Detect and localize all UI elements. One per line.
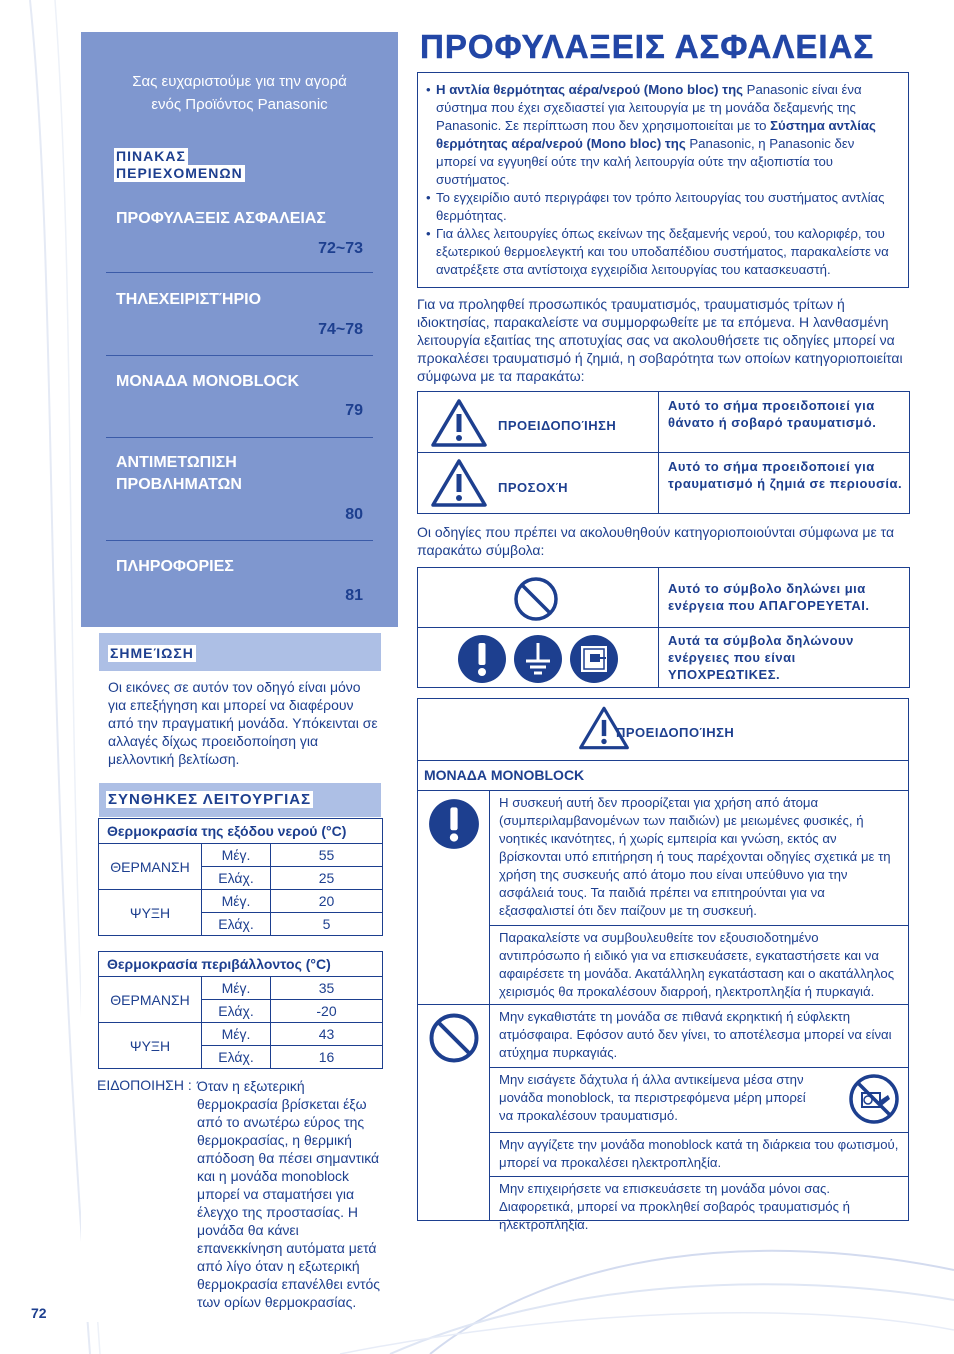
warning-item-text: Η συσκευή αυτή δεν προορίζεται για χρήση από άτομα (συμπεριλαμβανομένων των παιδιών) με μειωμένες φυσικές, ή νοητικές ικανότητες, ή χωρίς εμπειρία και γνώση, εκτός αν βρίσκονται υπό επιτήρηση ή τους παρέχονται οδηγίες σχετικά με τη χρήση της συσκευής από άτομο που είναι υπεύθυνο για την ασφάλειά τους. Τα παιδιά πρέπει να επιτηρούνται για να εξασφαλιστεί ότι δεν παίζουν με τη συσκευή.	[499, 795, 891, 918]
caution-triangle-icon	[430, 458, 488, 508]
table-limit-label: Μέγ.	[202, 844, 271, 867]
sidebar-header-panel	[81, 32, 398, 627]
table-value: 55	[271, 844, 383, 867]
earth-ground-icon	[512, 633, 564, 685]
toc-item-pages: 72~73	[318, 240, 363, 257]
toc-item-pages: 80	[345, 506, 363, 523]
table-value: 16	[271, 1046, 383, 1069]
divider	[489, 925, 909, 926]
table-limit-label: Ελάχ.	[202, 913, 271, 936]
warning-item-text: Μην αγγίζετε την μονάδα monoblock κατά τη διάρκεια του φωτισμού, μπορεί να προκαλέσει ηλεκτροπληξία.	[499, 1137, 899, 1170]
toc-item-title: ΜΟΝΑΔΑ MONOBLOCK	[116, 373, 300, 390]
toc-item-troubleshooting[interactable]	[106, 438, 373, 541]
toc-item-information[interactable]	[106, 541, 373, 627]
intro-bold: Η αντλία θερμότητας αέρα/νερού (Mono bloc) της	[436, 82, 743, 97]
table-limit-label: Ελάχ.	[202, 1000, 271, 1023]
symbol-row-mandatory	[418, 628, 909, 688]
signal-desc: Αυτό το σήμα προειδοποιεί για θάνατο ή σοβαρό τραυματισμό.	[668, 398, 877, 430]
divider	[489, 1067, 909, 1068]
water-table-header: Θερμοκρασία της εξόδου νερού (°C)	[99, 819, 383, 844]
table-value: 5	[271, 913, 383, 936]
table-limit-label: Μέγ.	[202, 890, 271, 913]
ambient-table-header: Θερμοκρασία περιβάλλοντος (°C)	[99, 952, 383, 977]
toc-item-remote[interactable]	[106, 273, 373, 356]
thanks-line-1: Σας ευχαριστούμε για την αγορά	[132, 73, 347, 90]
monoblock-warning-label: ΠΡΟΕΙΔΟΠΟΊΗΣΗ	[616, 725, 735, 740]
toc-item-pages: 81	[345, 587, 363, 604]
toc-item-pages: 74~78	[318, 321, 363, 338]
prohibited-icon	[427, 1011, 481, 1065]
table-mode: ΨΥΞΗ	[99, 890, 202, 936]
divider	[418, 790, 908, 791]
table-value: 20	[271, 890, 383, 913]
table-value: -20	[271, 1000, 383, 1023]
unplug-icon	[568, 633, 620, 685]
note-title: ΣΗΜΕΊΩΣΗ	[110, 645, 194, 661]
table-limit-label: Μέγ.	[202, 977, 271, 1000]
prohibited-icon	[512, 575, 560, 623]
page-number: 72	[31, 1305, 47, 1321]
toc-title-line-2: ΠΕΡΙΕΧΟΜΕΝΩΝ	[116, 165, 243, 181]
table-mode: ΘΕΡΜΑΝΣΗ	[99, 844, 202, 890]
toc-item-pages: 79	[345, 402, 363, 419]
conditions-title: ΣΥΝΘΗΚΕΣ ΛΕΙΤΟΥΡΓΙΑΣ	[108, 791, 312, 808]
table-value: 35	[271, 977, 383, 1000]
monoblock-section-title: ΜΟΝΑΔΑ MONOBLOCK	[424, 767, 585, 783]
symbol-row-prohibited	[418, 568, 909, 628]
symbol-desc: Αυτά τα σύμβολα δηλώνουν ενέργειες που είναι ΥΠΟΧΡΕΩΤΙΚΕΣ.	[668, 633, 854, 682]
warning-item-text: Μην επιχειρήσετε να επισκευάσετε τη μονάδα μόνοι σας. Διαφορετικά, μπορεί να προκληθεί σοβαρός τραυματισμός ή ηλεκτροπληξία.	[499, 1181, 850, 1232]
symbol-desc: Αυτό το σύμβολο δηλώνει μια ενέργεια που ΑΠΑΓΟΡΕΥΕΤΑΙ.	[668, 581, 870, 613]
table-mode: ΘΕΡΜΑΝΣΗ	[99, 977, 202, 1023]
table-limit-label: Ελάχ.	[202, 1046, 271, 1069]
warning-item-text: Μην εισάγετε δάχτυλα ή άλλα αντικείμενα μέσα στην μονάδα monoblock, τα περιστρεφόμενα μέρη μπορεί να προκαλέσουν τραυματισμό.	[499, 1072, 806, 1123]
divider	[418, 760, 908, 761]
notice-label: ΕΙΔΟΠΟΙΗΣΗ :	[97, 1077, 192, 1093]
intro-text: Panasonic, η Panasonic δεν μπορεί να εγγυηθεί ούτε την καλή λειτουργία ούτε την αξιοπιστία του συστήματος.	[436, 136, 855, 187]
table-limit-label: Μέγ.	[202, 1023, 271, 1046]
signal-desc: Αυτό το σήμα προειδοποιεί για τραυματισμό ή ζημιά σε περιουσία.	[668, 459, 903, 491]
toc-item-title: ΑΝΤΙΜΕΤΩΠΙΣΗ ΠΡΟΒΛΗΜΑΤΩΝ	[116, 454, 242, 493]
ambient-temp-table	[98, 951, 383, 1069]
water-temp-table	[98, 818, 383, 936]
divider	[489, 1132, 909, 1133]
table-mode: ΨΥΞΗ	[99, 1023, 202, 1069]
signal-label: ΠΡΟΣΟΧΉ	[498, 480, 569, 495]
page-title: ΠΡΟΦΥΛΑΞΕΙΣ ΑΣΦΑΛΕΙΑΣ	[420, 28, 875, 65]
signal-row-warning	[418, 392, 909, 453]
intro-bullet-2: • Το εγχειρίδιο αυτό περιγράφει τον τρόπο λειτουργίας του συστήματος αντλίας θερμότητας.	[426, 189, 898, 225]
divider	[489, 1176, 909, 1177]
signal-row-caution	[418, 453, 909, 514]
symbols-paragraph: Οι οδηγίες που πρέπει να ακολουθηθούν κατηγοριοποιούνται σύμφωνα με τα παρακάτω σύμβολα:	[417, 524, 895, 558]
toc-title	[114, 148, 294, 182]
warning-item-text: Παρακαλείστε να συμβουλευθείτε τον εξουσιοδοτημένο αντιπρόσωπο ή ειδικό για να επισκευάσετε, εγκαταστήσετε και να αφαιρέσετε τη μονάδα. Ακατάλληλη εγκατάσταση και ο ακατάλληλος χειρισμός θα προκαλέσουν διαρροή, ηλεκτροπληξία ή πυρκαγιά.	[499, 930, 895, 999]
warning-triangle-icon	[430, 398, 488, 448]
divider	[489, 790, 490, 1220]
intro-paragraph: Για να προληφθεί προσωπικός τραυματισμός, τραυματισμός τρίτων ή ιδιοκτησίας, παρακαλείστε να συμμορφωθείτε με τα επόμενα. Η λανθασμένη λειτουργία εξαιτίας της αποτυχίας σας να ακολουθήσετε τις οδηγίες μπορεί να προκαλέσει τραυματισμό ή ζημιά, η σοβαρότητα των οποίων κατηγοριοποιείται σύμφωνα με τα παρακάτω:	[417, 296, 903, 384]
divider	[489, 1004, 909, 1005]
symbols-table	[417, 567, 910, 688]
thanks-line-2: ενός Προϊόντος Panasonic	[151, 96, 328, 113]
table-value: 25	[271, 867, 383, 890]
no-fingers-icon	[848, 1073, 900, 1125]
sidebar	[81, 32, 398, 1322]
toc-item-title: ΠΡΟΦΥΛΑΞΕΙΣ ΑΣΦΑΛΕΙΑΣ	[116, 210, 327, 227]
toc-item-title: ΠΛΗΡΟΦΟΡΙΕΣ	[116, 558, 234, 575]
mandatory-exclamation-icon	[456, 633, 508, 685]
table-value: 43	[271, 1023, 383, 1046]
intro-box	[417, 72, 909, 288]
conditions-header	[99, 783, 381, 817]
intro-text: Panasonic είναι ένα σύστημα που έχει σχεδιαστεί για λειτουργία με τη μονάδα δεξαμενής της Panasonic. Σε περίπτωση που δεν χρησιμοποιείται με το	[436, 82, 862, 133]
table-limit-label: Ελάχ.	[202, 867, 271, 890]
signal-word-table	[417, 391, 910, 514]
toc-title-line-1: ΠΙΝΑΚΑΣ	[116, 148, 186, 164]
warning-item-text: Μην εγκαθιστάτε τη μονάδα σε πιθανά εκρηκτική ή εύφλεκτη ατμόσφαιρα. Εφόσον αυτό δεν γίνει, το αποτέλεσμα μπορεί να είναι ατύχημα πυρκαγιάς.	[499, 1009, 892, 1060]
note-header	[99, 633, 381, 671]
signal-label: ΠΡΟΕΙΔΟΠΟΊΗΣΗ	[498, 418, 617, 433]
divider	[418, 1004, 489, 1005]
toc-item-monoblock[interactable]	[106, 356, 373, 438]
monoblock-warning-table	[417, 698, 909, 1232]
toc-item-title: ΤΗΛΕΧΕΙΡΙΣΤΉΡΙΟ	[116, 291, 262, 308]
divider	[658, 568, 659, 687]
mandatory-exclamation-icon	[427, 797, 481, 851]
toc-item-safety[interactable]	[106, 200, 373, 273]
notice-text: Όταν η εξωτερική θερμοκρασία βρίσκεται έξω από το ανωτέρω εύρος της θερμοκρασίας, η θερμική απόδοση θα πέσει σημαντικά και η μονάδα monoblock μπορεί να σταματήσει για έλεγχο της προστασίας. Η μονάδα θα κάνει επανεκκίνηση αυτόματα μετά από λίγο όταν η εξωτερική θερμοκρασία επανέλθει εντός των ορίων θερμοκρασίας.	[197, 1078, 381, 1310]
thanks-text	[81, 70, 398, 116]
intro-bullet-1	[426, 81, 898, 189]
note-text: Οι εικόνες σε αυτόν τον οδηγό είναι μόνο για επεξήγηση και μπορεί να διαφέρουν από την πραγματική μονάδα. Υπόκεινται σε αλλαγές δίχως προειδοποίηση για μελλοντική βελτίωση.	[108, 679, 378, 767]
divider	[658, 392, 659, 513]
intro-bullet-3: • Για άλλες λειτουργίες όπως εκείνων της δεξαμενής νερού, του καλοριφέρ, του εξωτερικού θερμοελεγκτή και του υποδαπέδιου συστήματος, παρακαλείστε να ανατρέξετε στα αντίστοιχα εγχειρίδια λειτουργίας του κατασκευαστή.	[426, 225, 898, 279]
intro-bold: Σύστημα αντλίας θερμότητας αέρα/νερού (Mono bloc) της	[436, 118, 876, 151]
